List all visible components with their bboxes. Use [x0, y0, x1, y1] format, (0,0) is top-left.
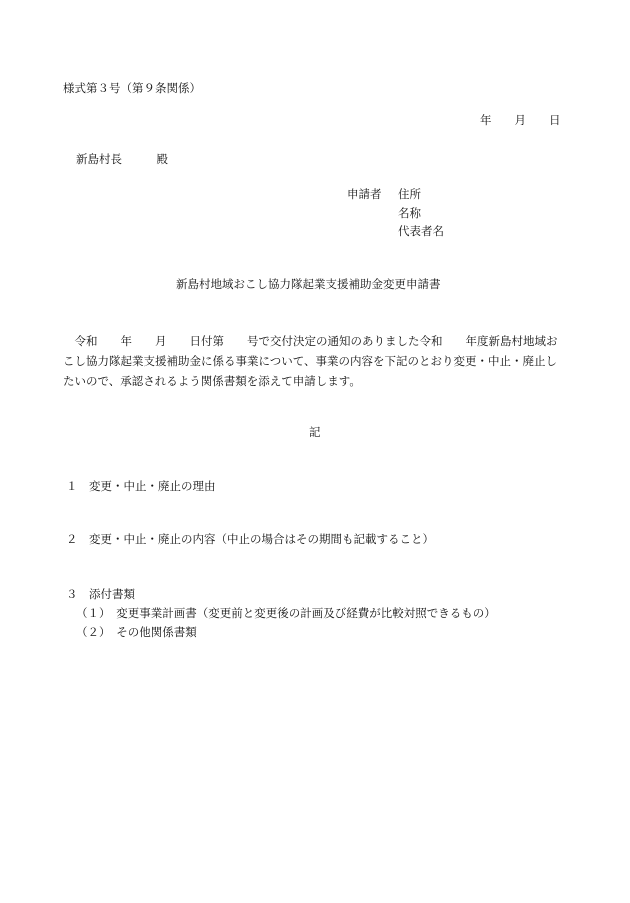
- body-paragraph: 令和 年 月 日付第 号で交付決定の通知のありました令和 年度新島村地域おこし協力隊起業支援補助金に係る事業について、事業の内容を下記のとおり変更・中止・廃止したいので、承認されるよう関係書類を添えて申請します。: [63, 334, 558, 388]
- item-content: ２ 変更・中止・廃止の内容（中止の場合はその期間も記載すること）: [66, 532, 434, 546]
- attachment-1: （１） 変更事業計画書（変更前と変更後の計画及び経費が比較対照できるもの）: [76, 606, 496, 620]
- date-line: 年 月 日: [480, 113, 561, 127]
- item-attachments: ３ 添付書類: [66, 587, 135, 601]
- applicant-name: 名称: [398, 206, 421, 220]
- ki-heading: 記: [309, 425, 321, 439]
- addressee: 新島村長 殿: [76, 152, 168, 166]
- form-label: 様式第３号（第９条関係）: [63, 81, 201, 95]
- applicant-label: 申請者: [347, 187, 382, 201]
- document-title: 新島村地域おこし協力隊起業支援補助金変更申請書: [176, 277, 441, 291]
- applicant-representative: 代表者名: [398, 224, 444, 238]
- item-reason: １ 変更・中止・廃止の理由: [66, 479, 216, 493]
- attachment-2: （２） その他関係書類: [76, 625, 197, 639]
- applicant-address: 住所: [398, 187, 421, 201]
